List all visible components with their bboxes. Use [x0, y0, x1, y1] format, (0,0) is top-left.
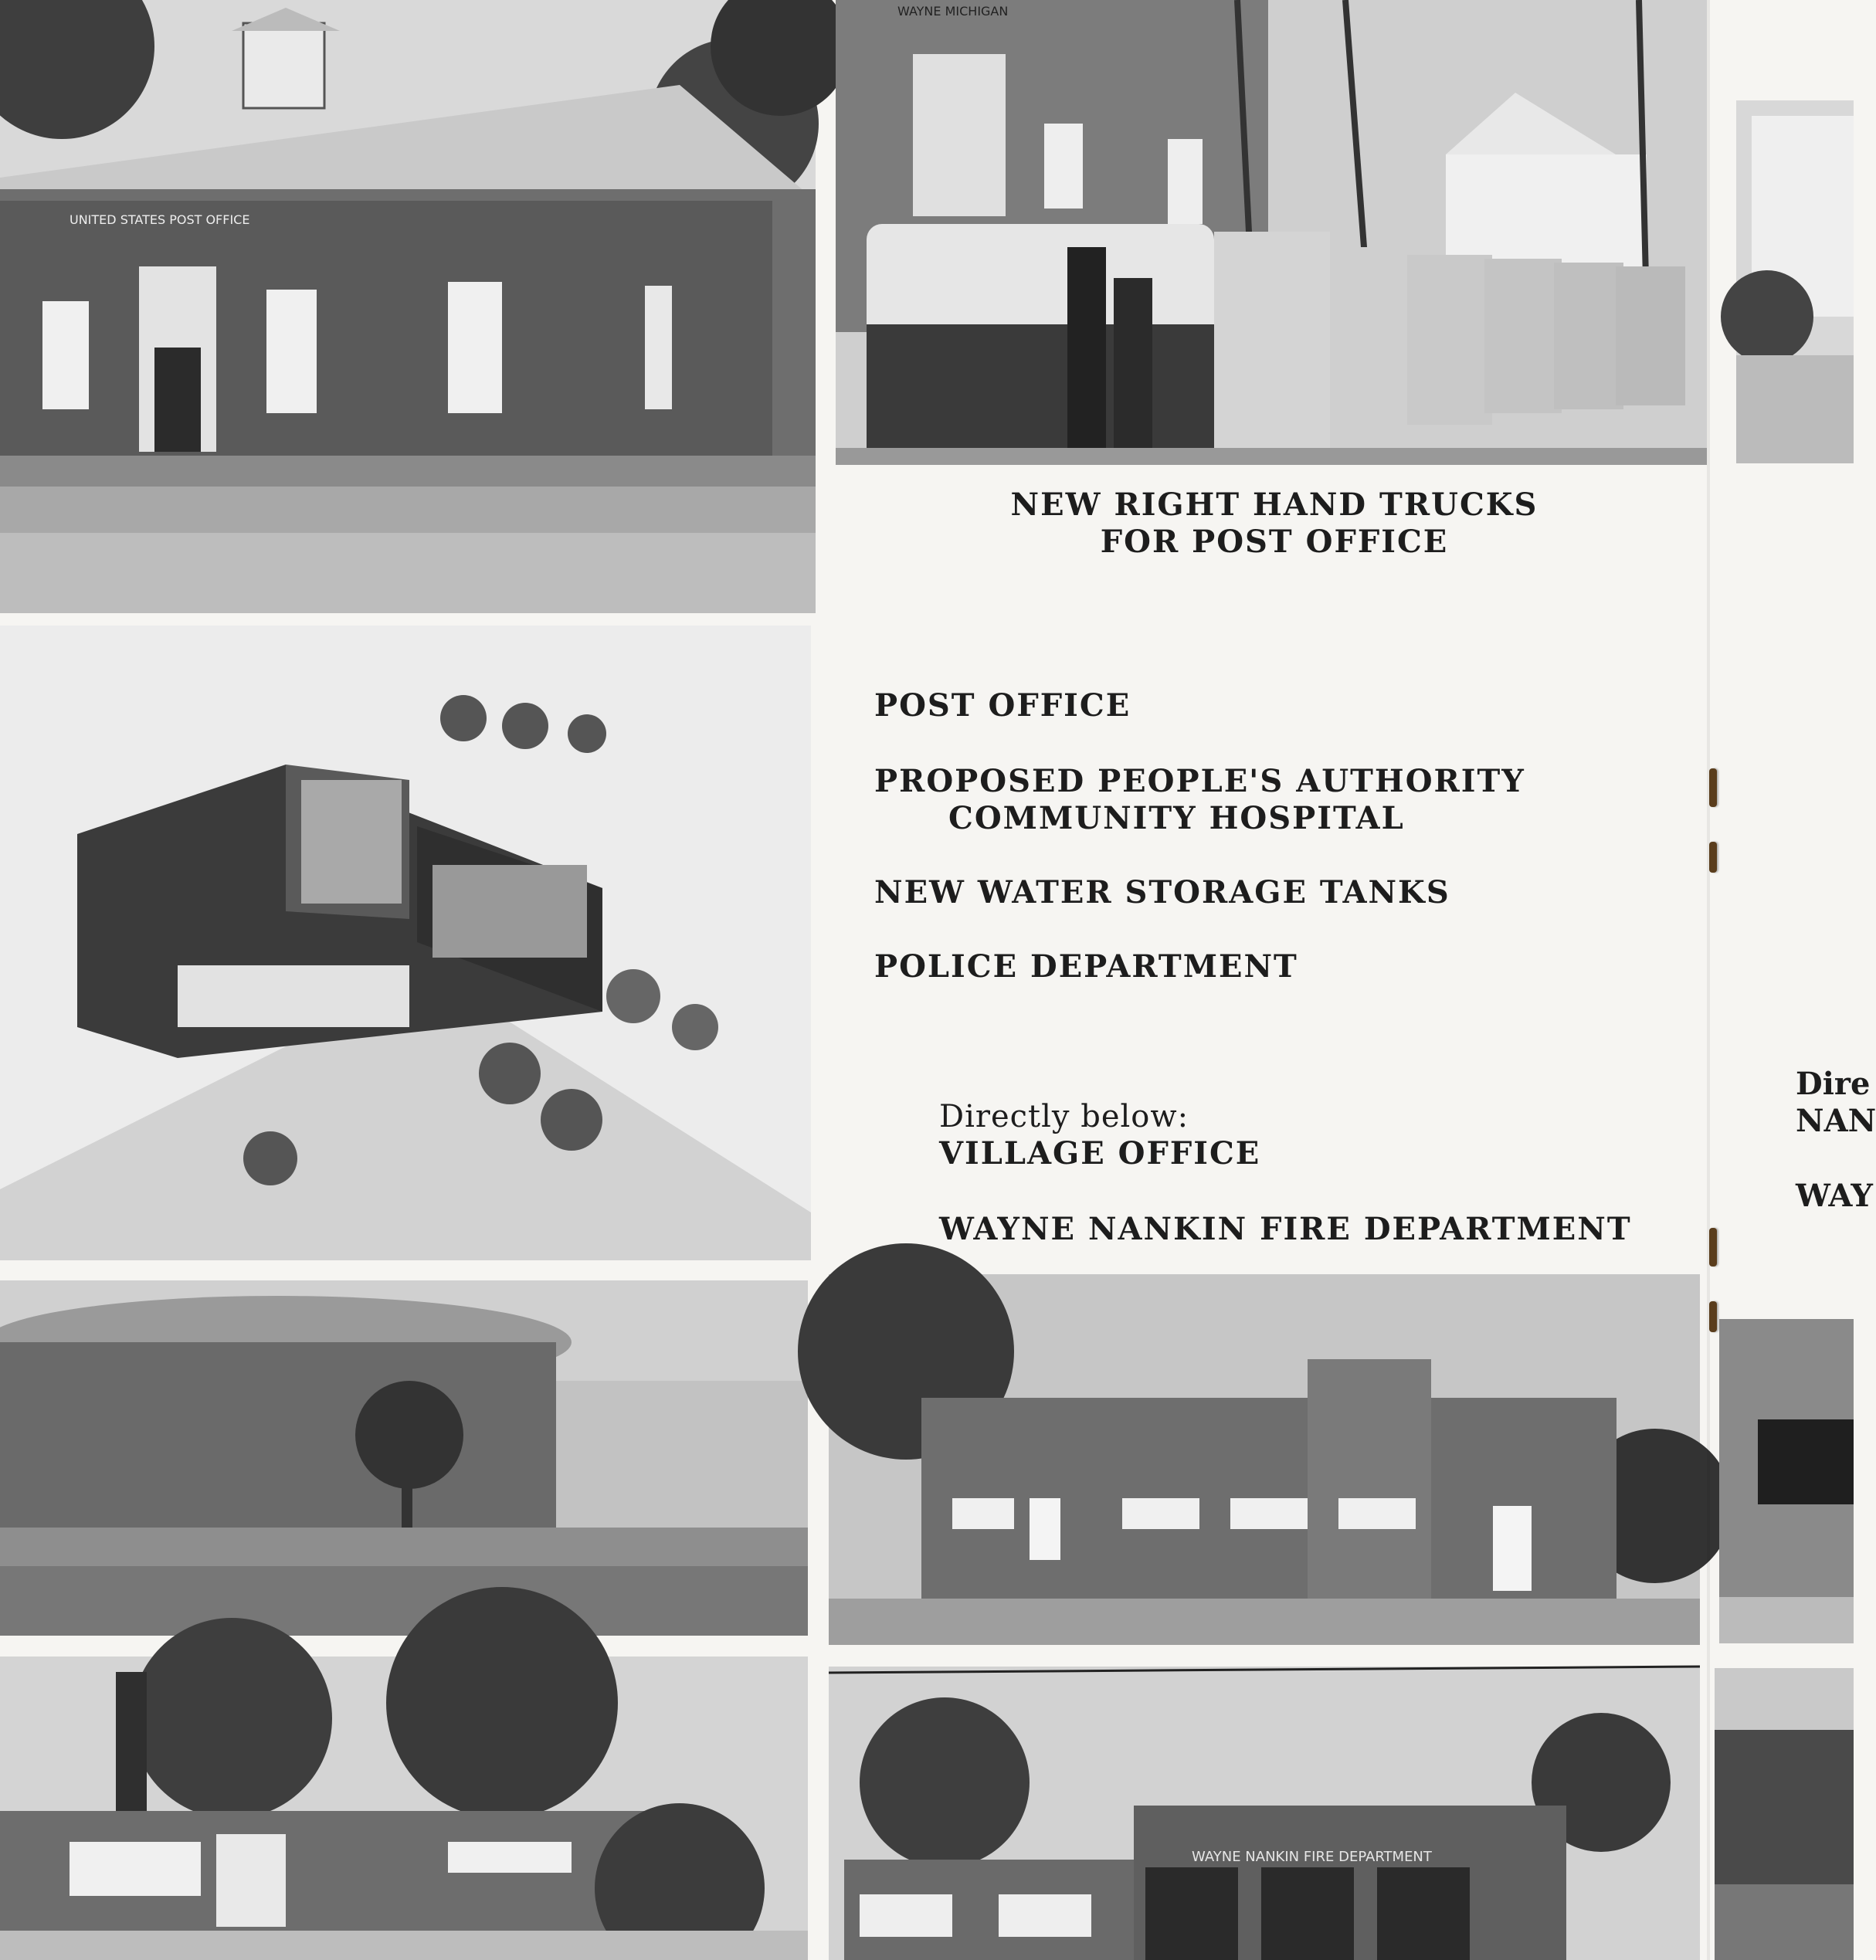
village-office-photo: [0, 1657, 808, 1960]
trucks-caption-line1: NEW RIGHT HAND TRUCKS: [1010, 487, 1538, 523]
edge-photo-middle: [1719, 1319, 1854, 1643]
police-caption: POLICE DEPARTMENT: [874, 948, 1298, 985]
water-tanks-caption: NEW WATER STORAGE TANKS: [874, 874, 1450, 910]
water-tanks-photo: [0, 1280, 808, 1636]
post-office-top-sign: WAYNE MICHIGAN: [897, 4, 1009, 19]
trucks-photo: [836, 0, 1707, 465]
page-fold: [1707, 0, 1710, 1960]
trucks-caption-line2: FOR POST OFFICE: [1100, 524, 1449, 560]
fire-department-photo: [829, 1667, 1700, 1960]
staple-upper-b: [1709, 842, 1717, 873]
fire-station-sign: WAYNE NANKIN FIRE DEPARTMENT: [1192, 1849, 1432, 1865]
trucks-caption: [1004, 487, 1545, 561]
staple-lower-a: [1709, 1228, 1717, 1267]
edge-text-line3: WAY: [1796, 1178, 1873, 1214]
police-photo: [829, 1274, 1700, 1645]
post-office-photo: [0, 0, 816, 613]
edge-photo-top: [1736, 100, 1854, 463]
hospital-caption-line2: COMMUNITY HOSPITAL: [948, 800, 1405, 836]
hospital-caption-line1: PROPOSED PEOPLE'S AUTHORITY: [874, 763, 1525, 799]
staple-lower-b: [1709, 1301, 1717, 1332]
hospital-caption: [874, 763, 1525, 837]
edge-text-line1: Dire: [1796, 1066, 1871, 1102]
village-office-caption: VILLAGE OFFICE: [939, 1135, 1261, 1172]
post-office-caption: POST OFFICE: [874, 687, 1131, 724]
fire-department-caption: WAYNE NANKIN FIRE DEPARTMENT: [939, 1211, 1632, 1247]
staple-upper-a: [1709, 768, 1717, 807]
edge-photo-bottom: [1715, 1668, 1854, 1960]
directly-below-caption: Directly below:: [939, 1099, 1189, 1134]
post-office-sign: UNITED STATES POST OFFICE: [70, 212, 250, 227]
edge-text-line2: NAN: [1796, 1103, 1876, 1139]
hospital-drawing: [0, 626, 811, 1260]
